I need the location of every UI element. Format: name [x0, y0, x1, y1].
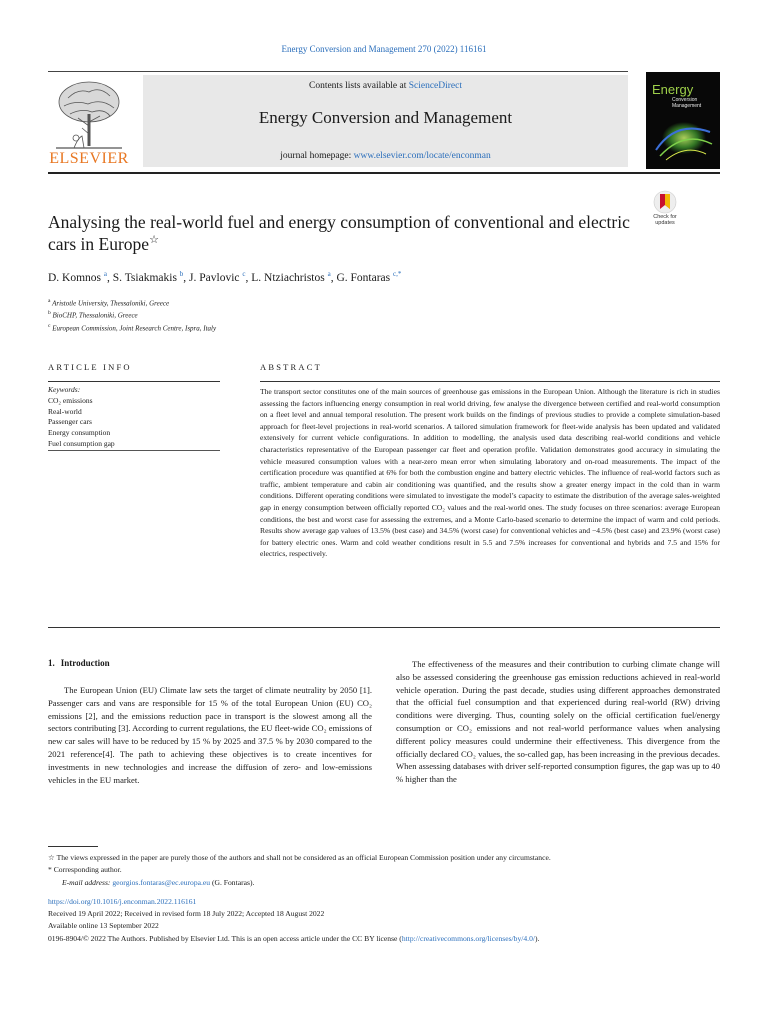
cover-art-icon: [646, 110, 720, 169]
affiliation-mark: c: [48, 322, 51, 329]
journal-cover-image[interactable]: [646, 72, 720, 169]
abstract-text: The transport sector constitutes one of the main sources of greenhouse gas emissions in the European Union. Although the literature is rich in studies assessing the factors influencing energy consumption in real world driving, few analyse the divergence between certified and real-world consumption on a fleet level and annual temporal resolution. The present work builds on the findings of previous studies to provide a complete simulation-based approach for fleet-level projections in real-world scenarios. A tailored simulation framework for fleet-wide analysis has been updated and validated extensively for current vehicle configurations. In addition to modelling, the analysis used data describing real-world conditions and vehicle characteristics representative of the European passenger car fleet and operation profile. Validation demonstrates good accuracy in simulating the vehicle measured consumption values with a near-zero mean error when simulating laboratory and on-road measurements. The impact of the certification procedure was quantified at 6% for both the combustion engine and battery electric vehicles. The influence of real-world factors such as traffic, ambient temperature and cabin air conditioning was quantified, and the results show a greater energy impact in the cold than in warm conditions. Different operating conditions were simulated to investigate the model’s capacity to estimate the distribution of the average sales-weighted gap in energy consumption between officially reported CO₂ values and the real-world ones. The study focuses on three scenarios: average European conditions, the best and worst case for assessing the extremes, and a Monte Carlo-based scenario to determine the impact of warm and cold periods. Results show average gap values of 13.5% (best case) and 34.5% (worst case) for conventional vehicles and −4.5% (best case) and 23.9% (worst case) for battery electric ones. Warm and cold weather conditions result in 5.5 and 7.5% increases for conventional and hybrids and 7.5 and 15% for electrics, respectively.: [260, 387, 720, 559]
cover-subtitle: [672, 97, 701, 109]
keyword-item: Energy consumption: [48, 428, 111, 438]
keywords-rule: [48, 450, 220, 451]
bookmark-icon: [646, 190, 684, 214]
email-label: E-mail address:: [62, 877, 113, 887]
sciencedirect-link[interactable]: ScienceDirect: [408, 81, 462, 91]
license-link[interactable]: http://creativecommons.org/licenses/by/4.0/: [401, 933, 535, 943]
keyword-item: Fuel consumption gap: [48, 438, 115, 448]
contents-line: [143, 81, 628, 91]
footnote-email: [48, 877, 720, 889]
article-title: [48, 211, 638, 255]
doi-link[interactable]: https://doi.org/10.1016/j.enconman.2022.116161: [48, 897, 197, 906]
author-affiliation-mark[interactable]: b: [179, 270, 184, 278]
homepage-prefix: journal homepage:: [280, 151, 354, 161]
affiliation-text: Aristotle University, Thessaloniki, Greece: [52, 299, 170, 308]
author-name[interactable]: S. Tsiakmakis: [112, 271, 177, 284]
cover-title: Energy: [652, 82, 694, 97]
license-line: [48, 933, 720, 945]
affiliation-item: [48, 308, 216, 320]
section-number: 1.: [48, 658, 55, 668]
affiliation-mark: b: [48, 310, 51, 317]
elsevier-wordmark: ELSEVIER: [49, 150, 129, 167]
cover-subtitle-line: Management: [672, 103, 702, 109]
footnote-rule: [48, 846, 98, 847]
affiliation-text: European Commission, Joint Research Centre, Ispra, Italy: [52, 323, 217, 332]
license-suffix: ).: [534, 933, 540, 943]
keyword-item: Real-world: [48, 406, 82, 416]
abstract-end-rule: [48, 627, 720, 628]
keywords-list: [48, 385, 115, 450]
author-name[interactable]: L. Ntziachristos: [251, 271, 325, 284]
homepage-line: [143, 151, 628, 161]
footnote-corresponding-author: * Corresponding author.: [48, 865, 122, 875]
affiliation-mark: a: [48, 298, 51, 304]
author-name[interactable]: J. Pavlovic: [189, 271, 240, 284]
header-top-rule: [48, 71, 628, 72]
affiliation-item: [48, 321, 216, 333]
journal-citation[interactable]: Energy Conversion and Management 270 (2022) 116161: [281, 44, 487, 54]
footnote-disclaimer: ☆ The views expressed in the paper are purely those of the authors and shall not be considered as an official European Commission position under any circumstance.: [48, 853, 551, 862]
footnotes: [48, 852, 720, 889]
article-title-text: Analysing the real-world fuel and energy consumption of conventional and electric cars in Europe: [48, 212, 630, 254]
author-affiliation-mark[interactable]: a: [103, 270, 108, 278]
journal-header-box: [143, 75, 628, 167]
email-link[interactable]: georgios.fontaras@ec.europa.eu: [112, 877, 211, 887]
license-prefix: 0196-8904/© 2022 The Authors. Published by Elsevier Ltd. This is an open access article under the CC BY license (: [48, 933, 402, 943]
check-updates-line: Check for: [653, 214, 677, 220]
tree-logo-icon: [48, 78, 130, 150]
received-dates: Received 19 April 2022; Received in revised form 18 July 2022; Accepted 18 August 2022: [48, 909, 325, 919]
contents-prefix: Contents lists available at: [308, 81, 409, 91]
article-info-heading: ARTICLE INFO: [48, 362, 132, 372]
elsevier-logo[interactable]: [48, 78, 130, 168]
author-affiliation-mark[interactable]: c,*: [393, 270, 402, 278]
keywords-label: Keywords:: [48, 385, 81, 394]
introduction-heading: [48, 658, 110, 668]
affiliation-item: [48, 296, 216, 308]
abstract-rule: [260, 381, 720, 382]
check-updates-line: updates: [655, 220, 675, 226]
check-for-updates-button[interactable]: [646, 190, 684, 230]
article-info-rule: [48, 381, 220, 382]
cover-subtitle-line: Conversion: [672, 97, 698, 103]
publication-info: [48, 896, 720, 945]
keyword-item: Passenger cars: [48, 417, 92, 427]
author-list: D. Komnos $^a$, S. Tsiakmakis $^b$, J. Pavlovic $^c$, L. Ntziachristos $^a$, G. Fontaras $^{c,*}$: [48, 270, 402, 284]
available-online: Available online 13 September 2022: [48, 921, 159, 931]
email-suffix: (G. Fontaras).: [210, 877, 255, 887]
introduction-paragraph-left: The European Union (EU) Climate law sets the target of climate neutrality by 2050 [1]. Passenger cars and vans are responsible for 15 % of the total European Union (EU) CO₂ emissions [2], and the emissions reduction pace in transport is the slowest among all the sectors contributing [3]. According to current regulations, the EU fleet-wide CO₂ emissions of new car sales will have to be reduced by 15 % by 2025 and 37.5 % by 2030 compared to the 2021 reference[4]. The path to achieving these objectives is to create incentives for investments in new technologies and increase the diffusion of zero- and low-emissions vehicles in the EU market.: [48, 685, 372, 785]
author-affiliation-mark[interactable]: c: [242, 270, 246, 278]
check-updates-label: [646, 214, 684, 226]
author-name[interactable]: G. Fontaras: [336, 271, 391, 284]
title-footnote-mark[interactable]: ☆: [149, 234, 159, 247]
abstract-heading: ABSTRACT: [260, 362, 322, 372]
introduction-paragraph-right: The effectiveness of the measures and their contribution to curbing climate change will also be assessed considering the greenhouse gas emission reductions achieved in real-world vehicle operation. During the past decade, studies using different approaches demonstrated that the official fuel consumption and that experienced during real-world (RW) driving conditions were diverging. Thus, counting solely on the official certification fuel/energy consumption or CO₂ emissions and not real-world performance values when analysing different policy measures could undermine their effectiveness. This divergence from the officially declared CO₂ values, the so-called gap, has been increasing in the previous decades. When assessing databases with driver self-reported consumption figures, the gap was up to 40 % higher than the: [396, 659, 720, 785]
section-title: Introduction: [60, 658, 110, 668]
keyword-item: CO₂ emissions: [48, 395, 93, 405]
author-affiliation-mark[interactable]: a: [327, 270, 331, 278]
header-bottom-rule: [48, 172, 720, 174]
affiliation-text: BioCHP, Thessaloniki, Greece: [52, 311, 138, 320]
author-name[interactable]: D. Komnos: [48, 271, 102, 284]
journal-homepage-link[interactable]: www.elsevier.com/locate/enconman: [353, 151, 491, 161]
affiliations: [48, 296, 216, 333]
journal-name: Energy Conversion and Management: [258, 108, 513, 127]
